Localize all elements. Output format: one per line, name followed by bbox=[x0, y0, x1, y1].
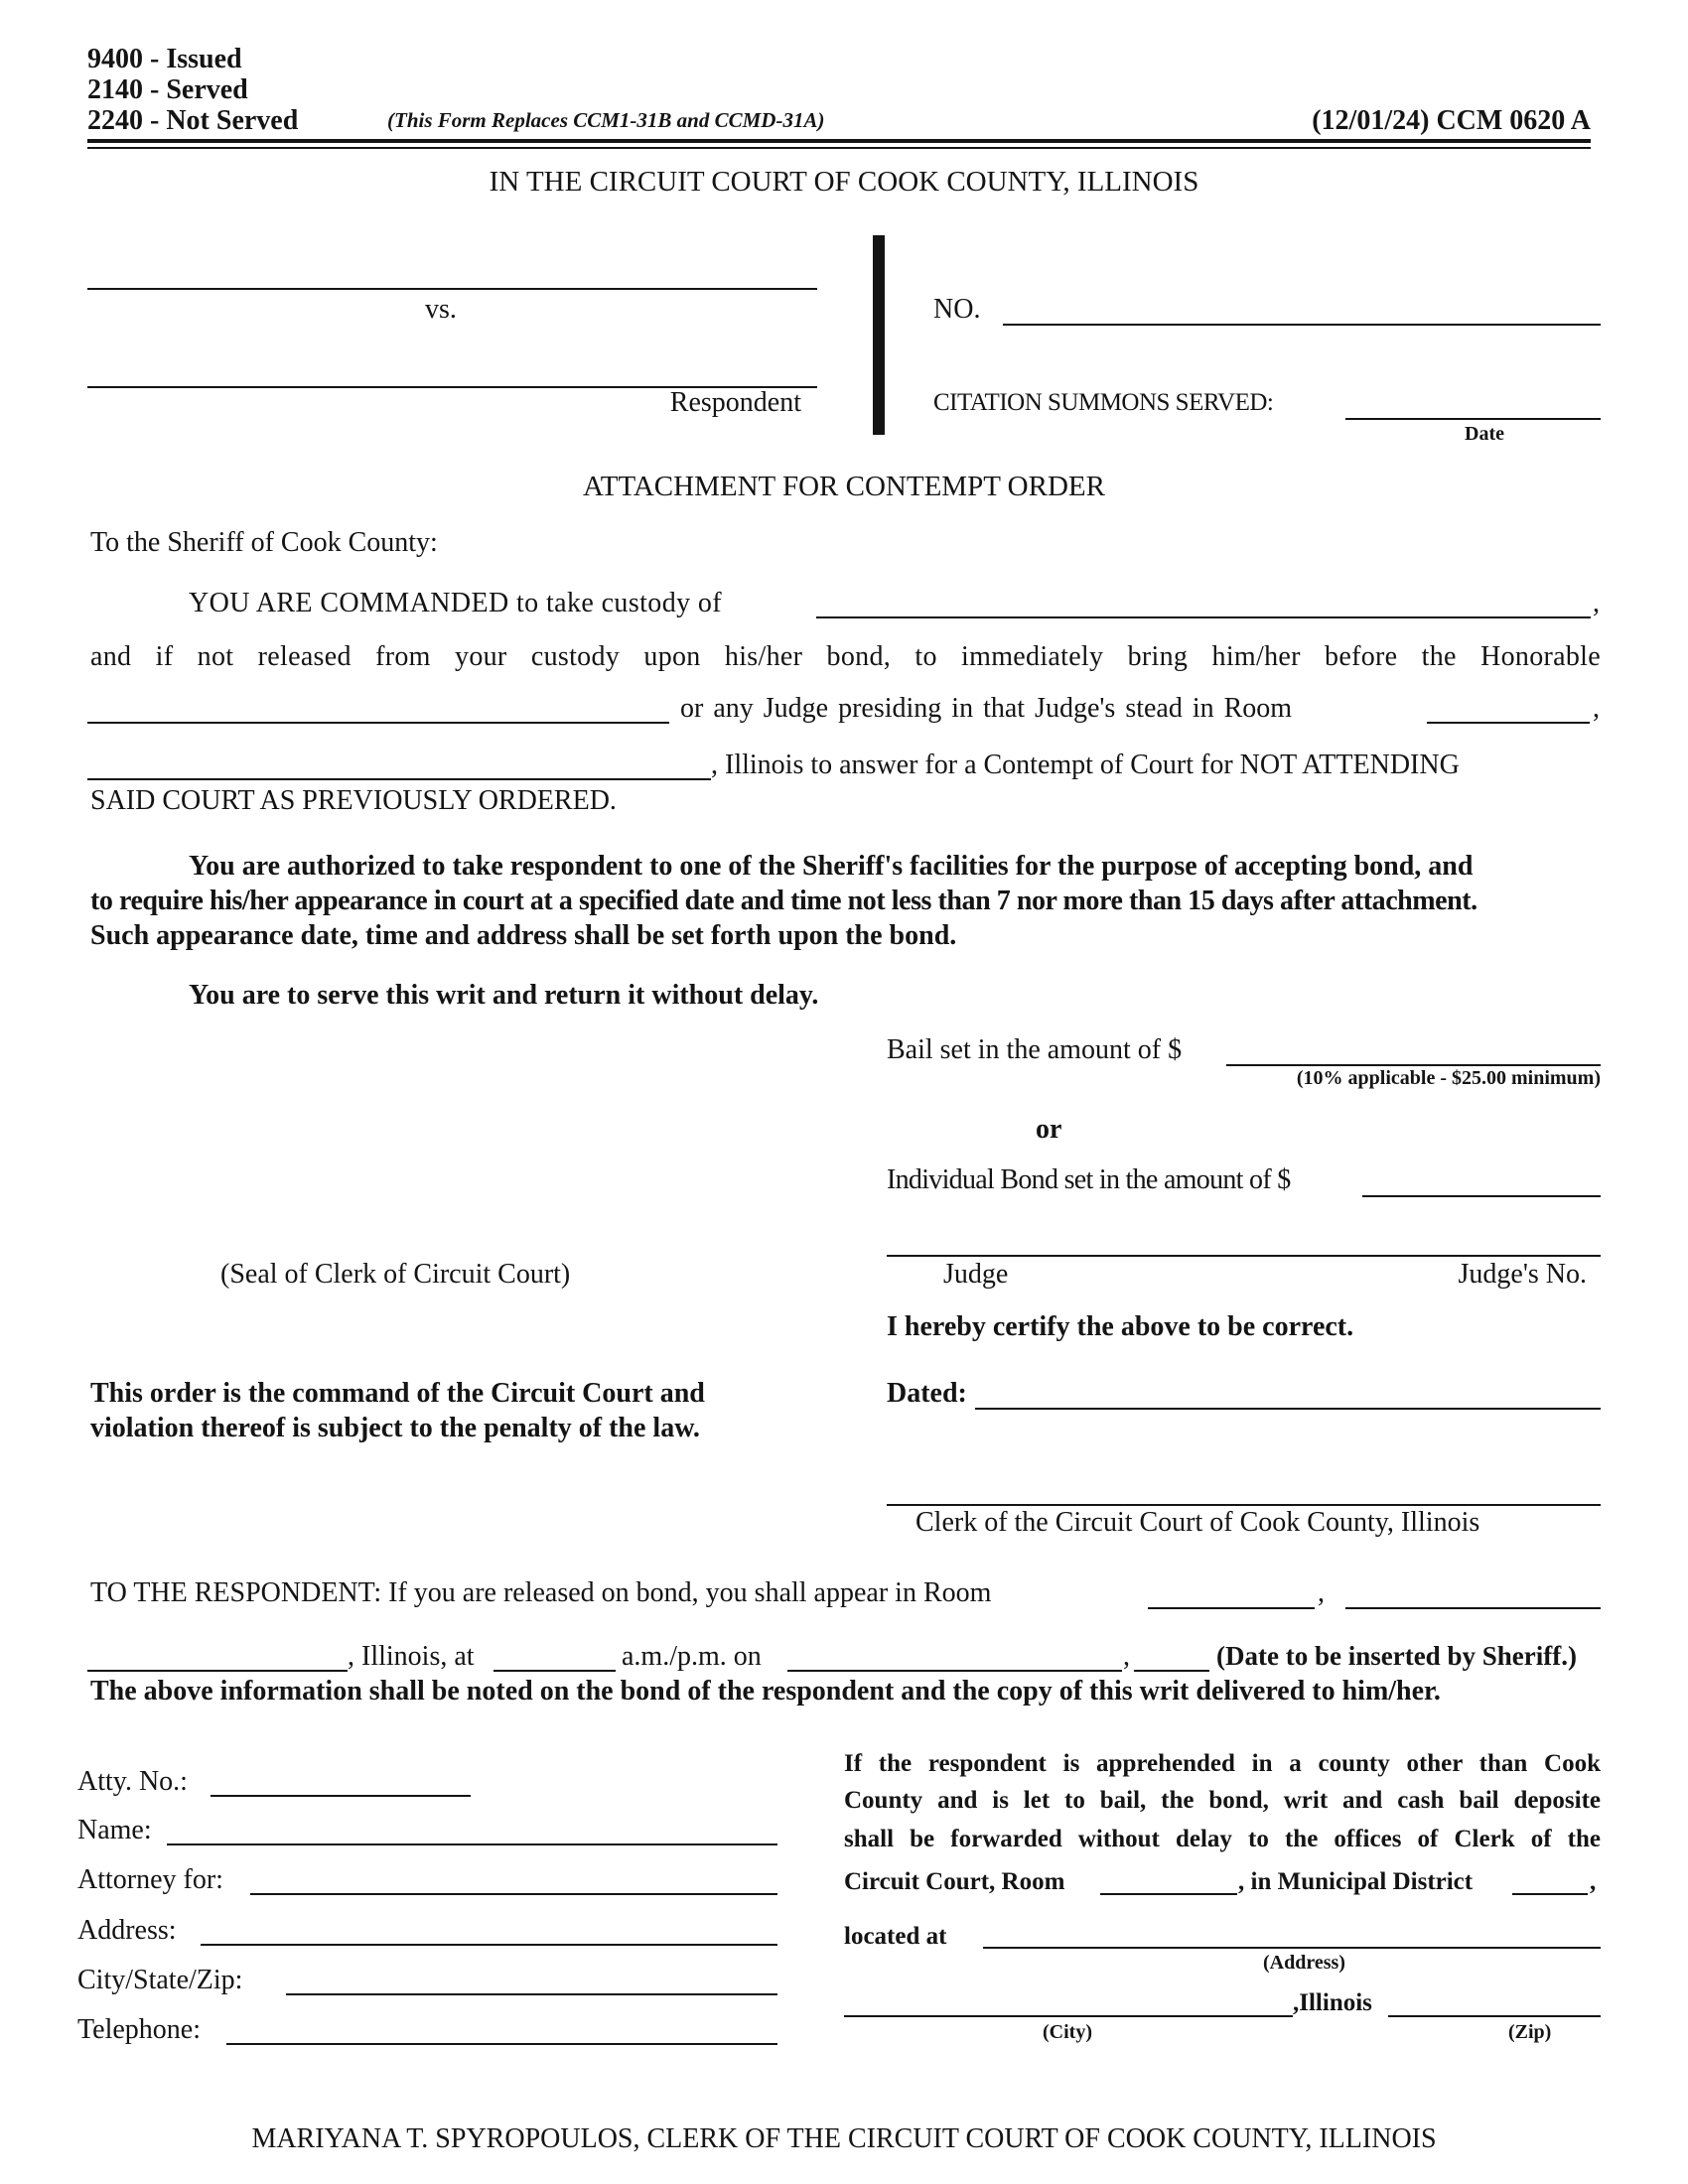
atty-no-label: Atty. No.: bbox=[77, 1766, 188, 1797]
respondent-notice-line3: The above information shall be noted on the bond of the respondent and the copy of this writ delivered to him/her. bbox=[90, 1676, 1441, 1706]
authorization-line2: to require his/her appearance in court at a specified date and time not less than 7 nor more than 15 days after attachment. bbox=[90, 886, 1477, 916]
appear-year-line[interactable] bbox=[1134, 1670, 1209, 1672]
zip-caption: (Zip) bbox=[1508, 2021, 1552, 2043]
telephone-label: Telephone: bbox=[77, 2014, 201, 2045]
custody-of-line[interactable] bbox=[816, 616, 1591, 618]
command-line1: YOU ARE COMMANDED to take custody of bbox=[189, 588, 723, 618]
citation-label: CITATION SUMMONS SERVED: bbox=[933, 389, 1274, 416]
code-not-served: 2240 - Not Served bbox=[87, 105, 299, 136]
telephone-field[interactable] bbox=[226, 2043, 777, 2045]
located-zip-line[interactable] bbox=[1388, 2015, 1601, 2017]
located-address-line[interactable] bbox=[983, 1947, 1601, 1949]
clerk-label: Clerk of the Circuit Court of Cook County, Illinois bbox=[915, 1507, 1480, 1538]
individual-bond-label: Individual Bond set in the amount of $ bbox=[887, 1164, 1291, 1195]
clerk-room-line[interactable] bbox=[1100, 1893, 1237, 1895]
located-at-label: located at bbox=[844, 1923, 947, 1950]
authorization-line1: You are authorized to take respondent to one of the Sheriff's facilities for the purpose of accepting bond, and bbox=[189, 851, 1474, 882]
appear-city-line[interactable] bbox=[87, 1670, 348, 1672]
other-county-line3: shall be forwarded without delay to the offices of Clerk of the bbox=[844, 1826, 1601, 1852]
location-line[interactable] bbox=[87, 778, 711, 780]
bail-amount-line[interactable] bbox=[1226, 1064, 1601, 1066]
address-field[interactable] bbox=[201, 1944, 777, 1946]
penalty-line2: violation thereof is subject to the penalty of the law. bbox=[90, 1413, 700, 1443]
judge-no-label: Judge's No. bbox=[1458, 1259, 1587, 1290]
vs-label: vs. bbox=[425, 294, 457, 325]
bail-note: (10% applicable - $25.00 minimum) bbox=[1296, 1067, 1601, 1089]
appear-room-line[interactable] bbox=[1148, 1607, 1315, 1609]
appear-location-line[interactable] bbox=[1345, 1607, 1601, 1609]
code-issued: 9400 - Issued bbox=[87, 44, 242, 74]
comma-4: , bbox=[1123, 1641, 1130, 1672]
district-line[interactable] bbox=[1512, 1893, 1588, 1895]
certify-text: I hereby certify the above to be correct. bbox=[887, 1311, 1354, 1342]
illinois-label: ,Illinois bbox=[1293, 1989, 1372, 2016]
attorney-for-label: Attorney for: bbox=[77, 1864, 223, 1895]
atty-no-field[interactable] bbox=[211, 1795, 471, 1797]
petitioner-line[interactable] bbox=[87, 288, 817, 290]
form-id: (12/01/24) CCM 0620 A bbox=[1312, 105, 1591, 136]
header-rule-thick bbox=[87, 139, 1591, 143]
caption-divider bbox=[873, 235, 885, 435]
city-state-zip-label: City/State/Zip: bbox=[77, 1965, 243, 1995]
or-label: or bbox=[1036, 1114, 1062, 1145]
comma-5: , bbox=[1590, 1868, 1597, 1895]
case-no-line[interactable] bbox=[1003, 324, 1601, 326]
other-county-line2: County and is let to bail, the bond, writ and cash bail deposite bbox=[844, 1787, 1601, 1814]
address-label: Address: bbox=[77, 1915, 177, 1946]
room-line[interactable] bbox=[1427, 722, 1590, 724]
ampm-on: a.m./p.m. on bbox=[622, 1641, 762, 1672]
other-county-line1: If the respondent is apprehended in a county other than Cook bbox=[844, 1750, 1601, 1777]
serve-writ: You are to serve this writ and return it without delay. bbox=[189, 980, 819, 1011]
judge-signature-line[interactable] bbox=[887, 1255, 1601, 1257]
command-line3: or any Judge presiding in that Judge's stead in Room bbox=[680, 693, 1293, 724]
name-field[interactable] bbox=[167, 1843, 777, 1845]
dated-label: Dated: bbox=[887, 1378, 967, 1409]
seal-label: (Seal of Clerk of Circuit Court) bbox=[220, 1259, 571, 1290]
penalty-line1: This order is the command of the Circuit Court and bbox=[90, 1378, 705, 1409]
judge-label: Judge bbox=[943, 1259, 1009, 1290]
located-city-line[interactable] bbox=[844, 2015, 1293, 2017]
respondent-label: Respondent bbox=[669, 387, 801, 418]
code-served: 2140 - Served bbox=[87, 74, 248, 105]
comma-3: , bbox=[1318, 1577, 1325, 1608]
respondent-notice-line1: TO THE RESPONDENT: If you are released on bond, you shall appear in Room bbox=[90, 1577, 992, 1608]
appear-time-line[interactable] bbox=[493, 1670, 616, 1672]
name-label: Name: bbox=[77, 1815, 152, 1845]
bail-label: Bail set in the amount of $ bbox=[887, 1034, 1183, 1065]
citation-date-label: Date bbox=[1465, 423, 1504, 445]
individual-bond-line[interactable] bbox=[1362, 1195, 1601, 1197]
municipal-district-label: , in Municipal District bbox=[1238, 1868, 1474, 1895]
case-no-label: NO. bbox=[933, 294, 981, 325]
citation-date-line[interactable] bbox=[1345, 418, 1601, 420]
honorable-line[interactable] bbox=[87, 722, 669, 724]
header-rule-thin bbox=[87, 147, 1591, 149]
court-title: IN THE CIRCUIT COURT OF COOK COUNTY, ILLINOIS bbox=[489, 166, 1199, 198]
to-sheriff: To the Sheriff of Cook County: bbox=[90, 527, 438, 558]
order-title: ATTACHMENT FOR CONTEMPT ORDER bbox=[583, 471, 1105, 502]
clerk-signature-line[interactable] bbox=[887, 1504, 1601, 1506]
attorney-for-field[interactable] bbox=[250, 1893, 777, 1895]
command-line5: SAID COURT AS PREVIOUSLY ORDERED. bbox=[90, 785, 617, 816]
authorization-line3: Such appearance date, time and address shall be set forth upon the bond. bbox=[90, 920, 957, 951]
city-caption: (City) bbox=[1043, 2021, 1092, 2043]
footer-clerk: MARIYANA T. SPYROPOULOS, CLERK OF THE CIRCUIT COURT OF COOK COUNTY, ILLINOIS bbox=[251, 2123, 1437, 2154]
other-county-line4: Circuit Court, Room bbox=[844, 1868, 1065, 1895]
comma-2: , bbox=[1593, 693, 1600, 724]
date-note: (Date to be inserted by Sheriff.) bbox=[1216, 1641, 1577, 1671]
illinois-at: , Illinois, at bbox=[348, 1641, 475, 1672]
dated-line[interactable] bbox=[975, 1408, 1601, 1410]
command-line4: , Illinois to answer for a Contempt of Court for NOT ATTENDING bbox=[711, 750, 1460, 780]
city-state-zip-field[interactable] bbox=[286, 1993, 777, 1995]
replaces-note: (This Form Replaces CCM1-31B and CCMD-31A) bbox=[387, 108, 825, 132]
appear-date-line[interactable] bbox=[787, 1670, 1122, 1672]
comma-1: , bbox=[1593, 588, 1600, 618]
address-caption: (Address) bbox=[1263, 1952, 1345, 1974]
command-line2: and if not released from your custody upon his/her bond, to immediately bring him/her before the Honorable bbox=[90, 641, 1601, 672]
